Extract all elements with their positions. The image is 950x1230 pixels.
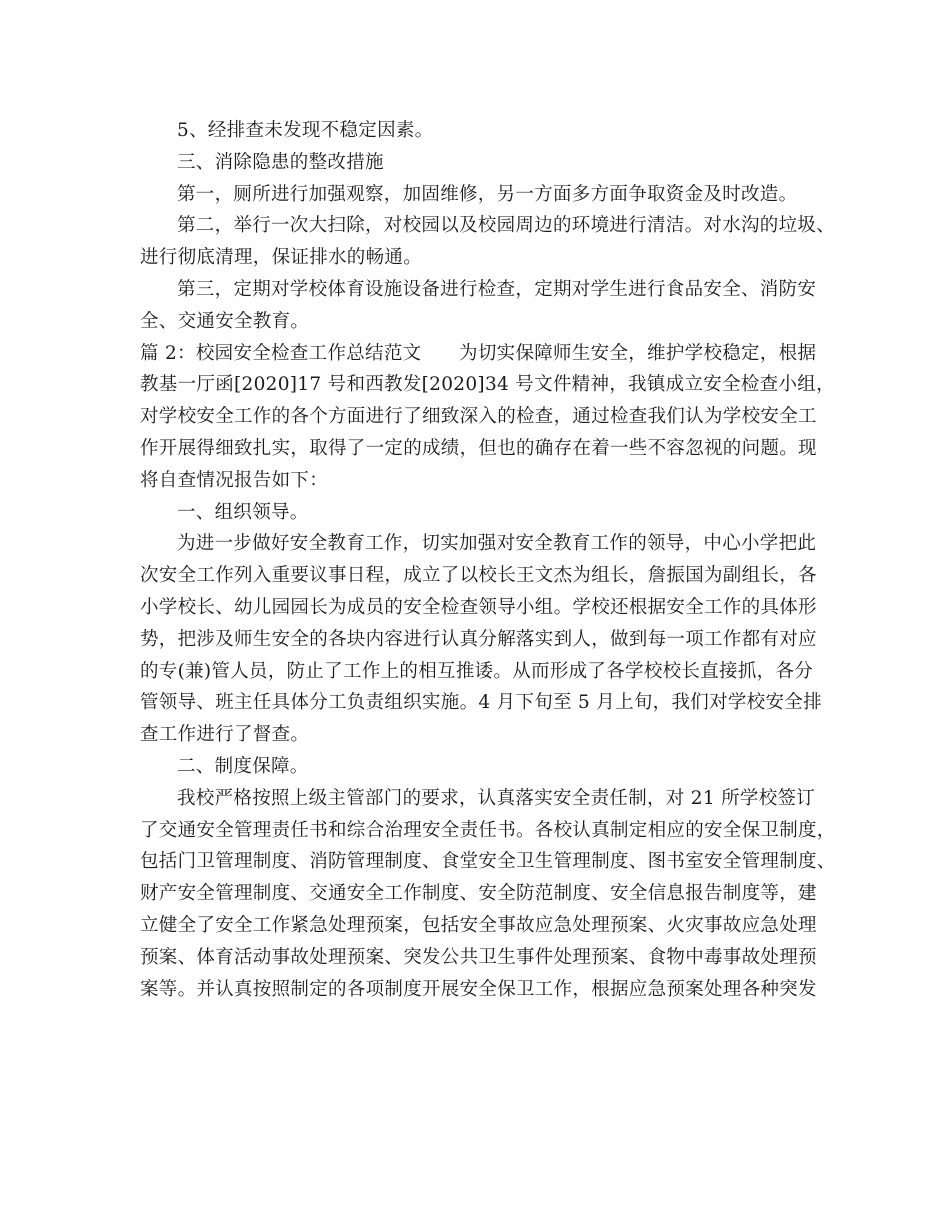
text-line: 二、制度保障。 [177, 755, 309, 777]
text-line: 为进一步做好安全教育工作，切实加强对安全教育工作的领导，中心小学把此 [177, 533, 817, 555]
text-line: 篇 2：校园安全检查工作总结范文 为切实保障师生安全，维护学校稳定，根据 [140, 342, 817, 364]
text-line: 的专(兼)管人员，防止了工作上的相互推诿。从而形成了各学校校长直接抓，各分 [140, 660, 814, 682]
text-line: 案等。并认真按照制定的各项制度开展安全保卫工作，根据应急预案处理各种突发 [140, 978, 817, 1000]
text-line: 进行彻底清理，保证排水的畅通。 [140, 247, 423, 269]
text-line: 查工作进行了督查。 [140, 724, 310, 746]
text-line: 势，把涉及师生安全的各块内容进行认真分解落实到人，做到每一项工作都有对应 [140, 628, 817, 650]
text-line: 预案、体育活动事故处理预案、突发公共卫生事件处理预案、食物中毒事故处理预 [140, 946, 817, 968]
text-line: 包括门卫管理制度、消防管理制度、食堂安全卫生管理制度、图书室安全管理制度、 [140, 851, 836, 873]
text-line: 小学校长、幼儿园园长为成员的安全检查领导小组。学校还根据安全工作的具体形 [140, 596, 817, 618]
text-line: 财产安全管理制度、交通安全工作制度、安全防范制度、安全信息报告制度等，建 [140, 883, 817, 905]
text-line: 第二，举行一次大扫除，对校园以及校园周边的环境进行清洁。对水沟的垃圾、 [177, 215, 836, 237]
text-line: 一、组织领导。 [177, 501, 309, 523]
text-line: 我校严格按照上级主管部门的要求，认真落实安全责任制，对 21 所学校签订 [177, 787, 816, 809]
text-line: 作开展得细致扎实，取得了一定的成绩，但也的确存在着一些不容忽视的问题。现 [140, 437, 817, 459]
text-line: 对学校安全工作的各个方面进行了细致深入的检查，通过检查我们认为学校安全工 [140, 406, 817, 428]
text-line: 三、消除隐患的整改措施 [177, 151, 384, 173]
text-line: 管领导、班主任具体分工负责组织实施。4 月下旬至 5 月上旬，我们对学校安全排 [140, 692, 822, 714]
text-line: 了交通安全管理责任书和综合治理安全责任书。各校认真制定相应的安全保卫制度， [140, 819, 836, 841]
text-line: 立健全了安全工作紧急处理预案，包括安全事故应急处理预案、火灾事故应急处理 [140, 914, 817, 936]
text-line: 次安全工作列入重要议事日程，成立了以校长王文杰为组长，詹振国为副组长，各 [140, 565, 817, 587]
text-line: 第一，厕所进行加强观察，加固维修，另一方面多方面争取资金及时改造。 [177, 183, 798, 205]
document-body [140, 115, 836, 1005]
text-line: 第三，定期对学校体育设施设备进行检查，定期对学生进行食品安全、消防安 [177, 278, 817, 300]
text-line: 教基一厅函[2020]17 号和西教发[2020]34 号文件精神，我镇成立安全检查小组， [140, 374, 835, 396]
text-line: 5、经排查未发现不稳定因素。 [177, 120, 434, 141]
text-line: 全、交通安全教育。 [140, 310, 310, 332]
text-line: 将自查情况报告如下： [140, 469, 329, 491]
